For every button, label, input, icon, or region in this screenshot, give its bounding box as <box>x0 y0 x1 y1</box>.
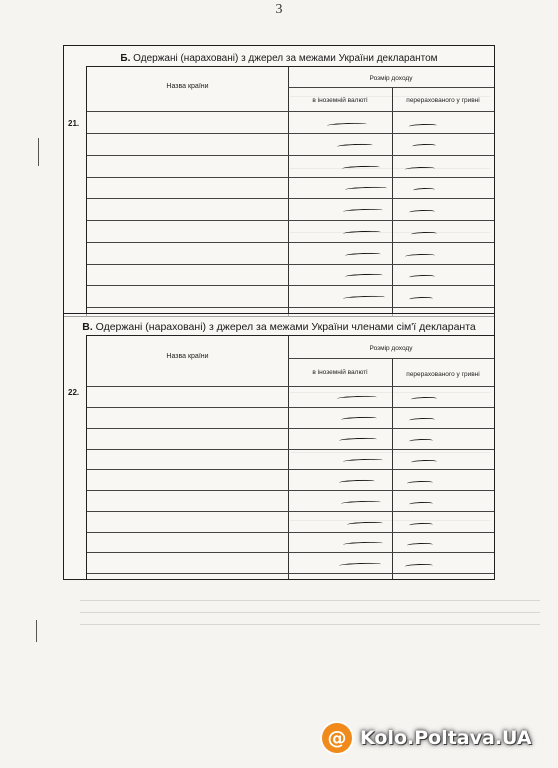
column-header-income: Розмір доходу <box>369 75 413 82</box>
column-header-uah: перерахованого у гривні <box>406 371 480 378</box>
watermark-text: Kolo.Poltava.UA <box>360 727 532 749</box>
column-header-income: Розмір доходу <box>369 345 413 352</box>
at-sign-icon: @ <box>322 723 352 753</box>
site-watermark <box>322 718 552 758</box>
section-b <box>63 45 495 317</box>
column-header-foreign: в іноземній валюті <box>312 97 368 104</box>
row-number: 21. <box>68 119 80 128</box>
section-v-title: В. Одержані (нараховані) з джерел за межами України членами сім'ї декларанта <box>82 321 476 333</box>
income-table-b <box>86 66 494 316</box>
column-header-country: Назва країни <box>166 353 209 360</box>
section-b-title: Б. Одержані (нараховані) з джерел за межами України декларантом <box>120 53 438 64</box>
column-header-foreign: в іноземній валюті <box>312 369 368 376</box>
column-header-uah: перерахованого у гривні <box>406 97 480 104</box>
section-v <box>63 313 495 580</box>
row-number: 22. <box>68 388 80 397</box>
margin-mark <box>38 138 39 166</box>
income-table-v <box>86 335 494 579</box>
margin-mark <box>36 620 37 642</box>
column-header-country: Назва країни <box>166 83 209 90</box>
page-number: 3 <box>275 2 283 17</box>
